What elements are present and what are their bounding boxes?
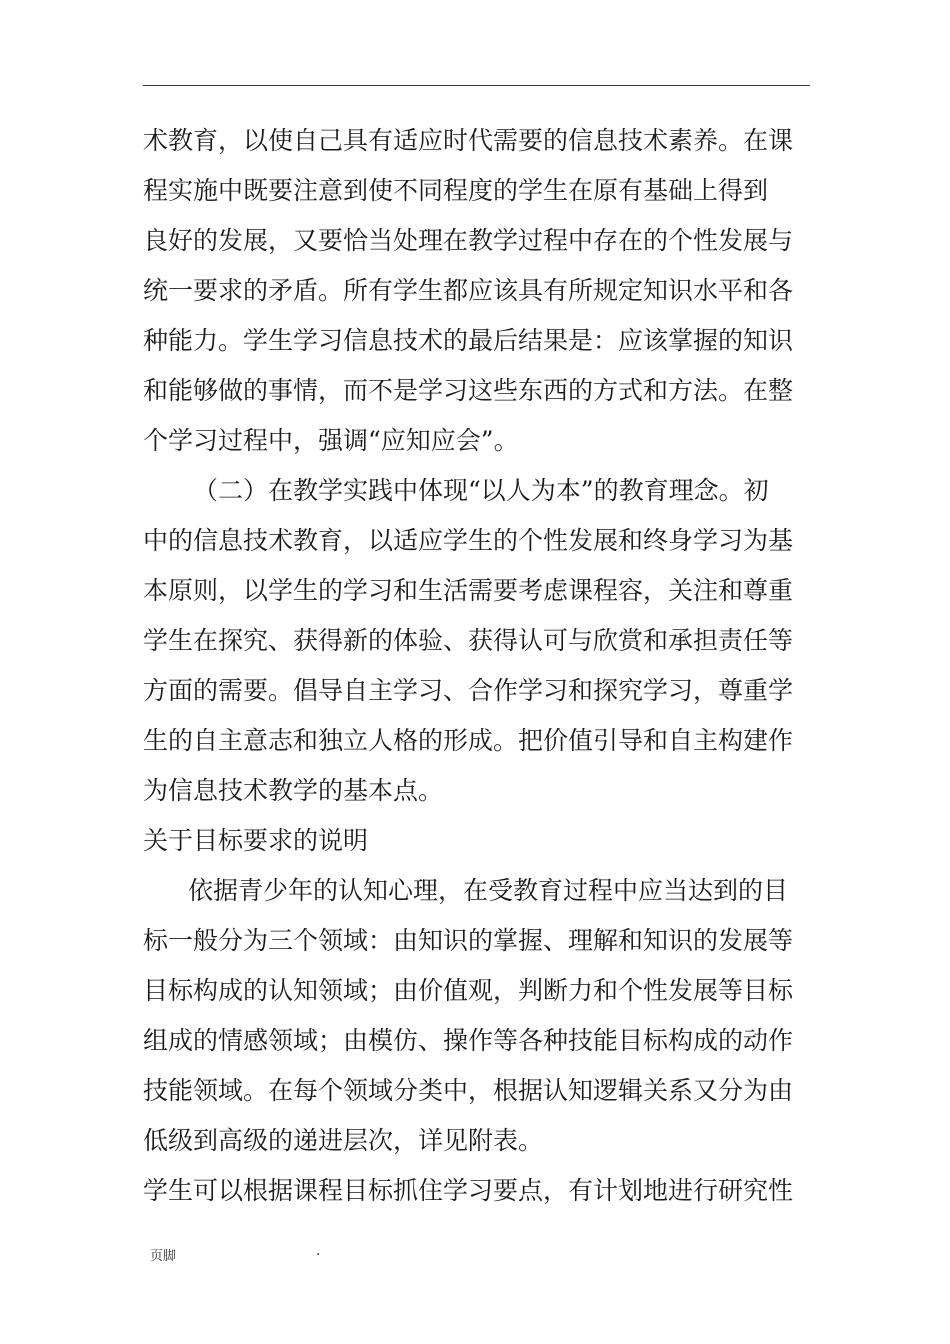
footer-label: 页脚 bbox=[150, 1249, 177, 1264]
paragraph-start-line: 依据青少年的认知心理，在受教育过程中应当达到的目 bbox=[188, 876, 789, 905]
text-line: 良好的发展，又要恰当处理在教学过程中存在的个性发展与 bbox=[143, 226, 794, 255]
text-line: 为信息技术教学的基本点。 bbox=[143, 776, 444, 805]
text-line: 种能力。学生学习信息技术的最后结果是：应该掌握的知识 bbox=[143, 326, 794, 355]
text-line: 术教育，以使自己具有适应时代需要的信息技术素养。在课 bbox=[143, 126, 794, 155]
text-line: 生的自主意志和独立人格的形成。把价值引导和自主构建作 bbox=[143, 726, 794, 755]
paragraph-start-line: （二）在教学实践中体现“以人为本”的教育理念。初 bbox=[193, 476, 769, 505]
text-line: 程实施中既要注意到使不同程度的学生在原有基础上得到 bbox=[143, 176, 769, 205]
document-body bbox=[143, 116, 810, 1216]
text-line: 个学习过程中，强调“应知应会”。 bbox=[143, 426, 519, 455]
text-line: 技能领域。在每个领域分类中，根据认知逻辑关系又分为由 bbox=[143, 1076, 794, 1105]
text-line: 统一要求的矛盾。所有学生都应该具有所规定知识水平和各 bbox=[143, 276, 794, 305]
text-line: 学生在探究、获得新的体验、获得认可与欣赏和承担责任等 bbox=[143, 626, 794, 655]
footer-dot: . bbox=[316, 1243, 321, 1259]
text-line: 本原则，以学生的学习和生活需要考虑课程容，关注和尊重 bbox=[143, 576, 794, 605]
text-line: 和能够做的事情，而不是学习这些东西的方式和方法。在整 bbox=[143, 376, 794, 405]
text-line: 标一般分为三个领域：由知识的掌握、理解和知识的发展等 bbox=[143, 926, 794, 955]
header-rule bbox=[143, 85, 810, 86]
text-line: 目标构成的认知领域；由价值观，判断力和个性发展等目标 bbox=[143, 976, 794, 1005]
paragraph-start-line: 学生可以根据课程目标抓住学习要点，有计划地进行研究性 bbox=[143, 1176, 794, 1205]
text-line: 方面的需要。倡导自主学习、合作学习和探究学习，尊重学 bbox=[143, 676, 794, 705]
section-heading: 关于目标要求的说明 bbox=[143, 826, 369, 855]
text-line: 中的信息技术教育，以适应学生的个性发展和终身学习为基 bbox=[143, 526, 794, 555]
text-line: 低级到高级的递进层次，详见附表。 bbox=[143, 1126, 544, 1155]
text-line: 组成的情感领域；由模仿、操作等各种技能目标构成的动作 bbox=[143, 1026, 794, 1055]
